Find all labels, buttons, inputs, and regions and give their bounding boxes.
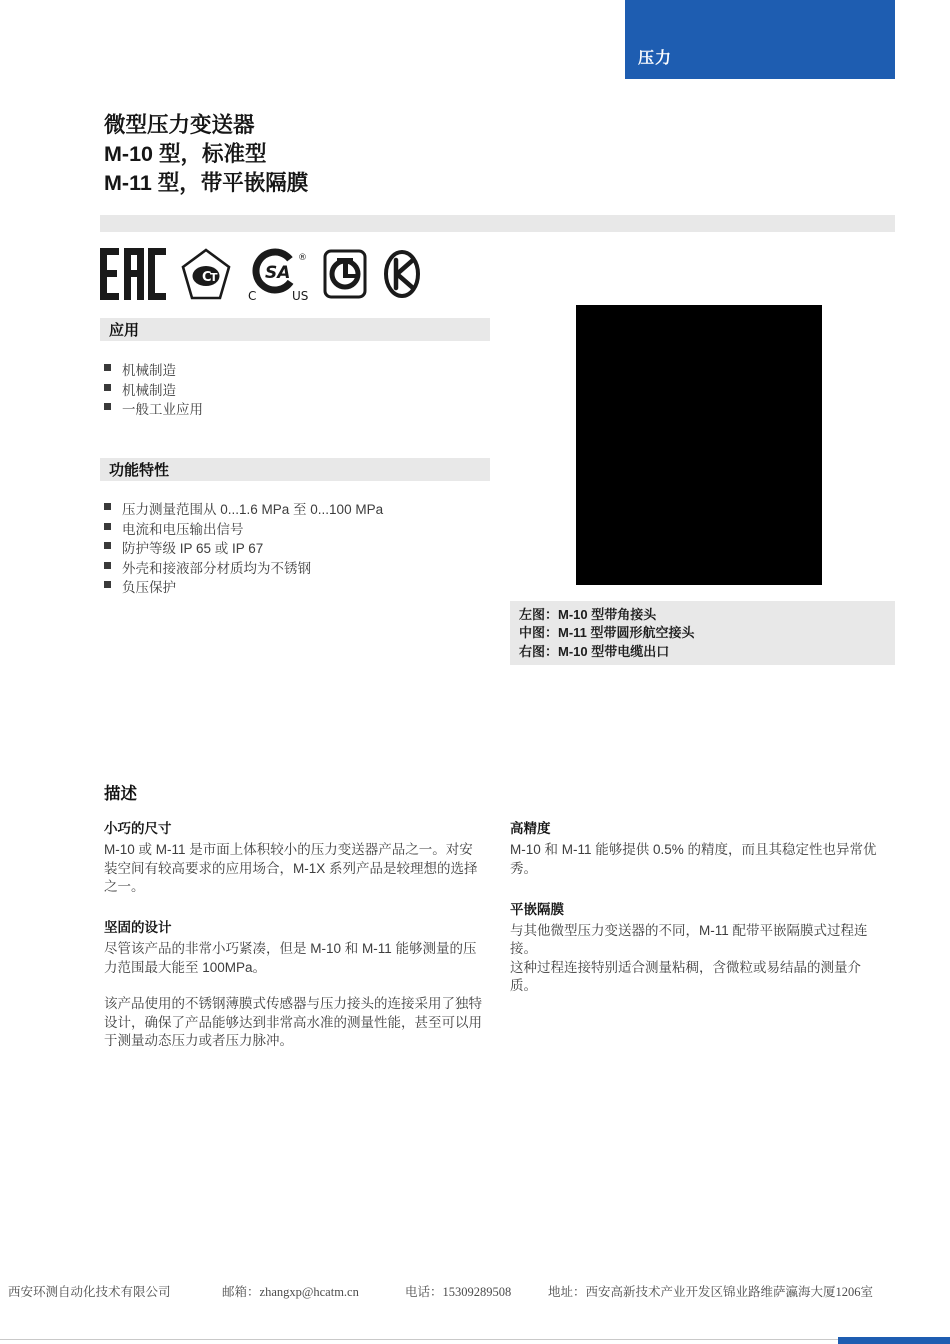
bullet-square-icon — [104, 523, 111, 530]
applications-section-header — [100, 318, 490, 341]
caption-line-1: 左图：M-10 型带角接头 — [519, 607, 657, 622]
desc-paragraph: 这种过程连接特别适合测量粘稠，含微粒或易结晶的测量介质。 — [510, 959, 861, 994]
address-label: 地址： — [548, 1285, 586, 1299]
desc-paragraph: 尽管该产品的非常小巧紧凑，但是 M-10 和 M-11 能够测量的压力范围最大能至 100MPa。 — [104, 941, 477, 975]
address-entry — [548, 1282, 873, 1300]
list-item — [104, 359, 203, 379]
svg-text:T: T — [210, 271, 218, 284]
svg-text:C: C — [202, 270, 212, 285]
desc-block-robust-design — [104, 919, 484, 1050]
kc-mark-icon — [382, 248, 422, 300]
list-item — [104, 498, 383, 518]
bullet-square-icon — [104, 503, 111, 510]
svg-text:C: C — [248, 289, 257, 302]
email-entry — [222, 1282, 359, 1300]
page-title — [104, 111, 308, 198]
csa-logo-icon — [246, 246, 308, 302]
company-name: 西安环测自动化技术有限公司 — [8, 1285, 171, 1299]
eac-logo-icon — [98, 248, 166, 300]
desc-paragraph: M-10 和 M-11 能够提供 0.5% 的精度，而且其稳定性也异常优秀。 — [510, 842, 877, 876]
desc-block-compact-size — [104, 820, 484, 896]
description-right-column — [510, 820, 882, 995]
figure-caption — [510, 601, 895, 665]
desc-block-title: 平嵌隔膜 — [510, 901, 564, 917]
description-left-column — [104, 820, 484, 1050]
features-header-label: 功能特性 — [109, 462, 170, 479]
list-item-label: 电流和电压输出信号 — [122, 521, 244, 537]
svg-text:US: US — [292, 289, 308, 302]
footer-accent-bar — [838, 1337, 950, 1344]
list-item-label: 外壳和接液部分材质均为不锈钢 — [122, 560, 311, 576]
phone-value: 15309289508 — [442, 1285, 512, 1299]
desc-block-flush-diaphragm — [510, 901, 882, 995]
phone-entry — [405, 1282, 511, 1300]
list-item-label: 压力测量范围从 0...1.6 MPa 至 0...100 MPa — [122, 502, 384, 517]
email-value: zhangxp@hcatm.cn — [259, 1285, 359, 1299]
bullet-square-icon — [104, 364, 111, 371]
list-item — [104, 379, 203, 399]
applications-header-label: 应用 — [109, 322, 140, 339]
bullet-square-icon — [104, 581, 111, 588]
certification-logos — [98, 246, 422, 302]
desc-block-title: 坚固的设计 — [104, 920, 172, 936]
list-item-label: 机械制造 — [122, 363, 176, 378]
phone-label: 电话： — [405, 1285, 443, 1299]
bullet-square-icon — [104, 562, 111, 569]
metrology-mark-icon — [323, 249, 367, 299]
svg-text:SA: SA — [265, 263, 291, 283]
footer-divider — [0, 1339, 950, 1340]
desc-paragraph: 该产品使用的不锈钢薄膜式传感器与压力接头的连接采用了独特设计，确保了产品能够达到非常高水准的测量性能，甚至可以用于测量动态压力或者压力脉冲。 — [104, 996, 482, 1048]
title-line-1: 微型压力变送器 — [104, 113, 255, 137]
caption-line-2: 中图：M-11 型带圆形航空接头 — [519, 625, 695, 641]
desc-block-high-accuracy — [510, 820, 882, 878]
gost-r-logo-icon — [181, 248, 231, 300]
desc-block-title: 高精度 — [510, 821, 551, 836]
list-item — [104, 557, 383, 577]
list-item — [104, 576, 383, 596]
category-label: 压力 — [638, 50, 673, 67]
desc-block-title: 小巧的尺寸 — [104, 821, 172, 836]
list-item-label: 防护等级 IP 65 或 IP 67 — [122, 541, 264, 556]
title-divider — [100, 215, 895, 232]
product-photo — [576, 305, 822, 585]
bullet-square-icon — [104, 542, 111, 549]
description-section-header: 描述 — [104, 785, 137, 803]
category-banner — [625, 0, 895, 79]
features-section-header — [100, 458, 490, 481]
bullet-square-icon — [104, 384, 111, 391]
list-item — [104, 518, 383, 538]
applications-list — [104, 359, 203, 418]
bullet-square-icon — [104, 403, 111, 410]
svg-text:®: ® — [298, 253, 307, 263]
caption-line-3: 右图：M-10 型带电缆出口 — [519, 643, 670, 659]
list-item-label: 一般工业应用 — [122, 402, 203, 417]
list-item — [104, 537, 383, 557]
address-value: 西安高新技术产业开发区锦业路维萨瀛海大厦1206室 — [585, 1285, 874, 1299]
desc-paragraph: 与其他微型压力变送器的不同，M-11 配带平嵌隔膜式过程连接。 — [510, 923, 868, 957]
page-footer — [0, 1282, 950, 1302]
email-label: 邮箱： — [222, 1285, 260, 1299]
list-item-label: 负压保护 — [122, 580, 176, 595]
title-line-3: M-11 型，带平嵌隔膜 — [104, 171, 309, 195]
list-item — [104, 398, 203, 418]
list-item-label: 机械制造 — [122, 382, 176, 398]
features-list — [104, 498, 383, 596]
desc-paragraph: M-10 或 M-11 是市面上体积较小的压力变送器产品之一。对安装空间有较高要求的应用场合，M-1X 系列产品是较理想的选择之一。 — [104, 842, 478, 894]
title-line-2: M-10 型，标准型 — [104, 142, 267, 166]
